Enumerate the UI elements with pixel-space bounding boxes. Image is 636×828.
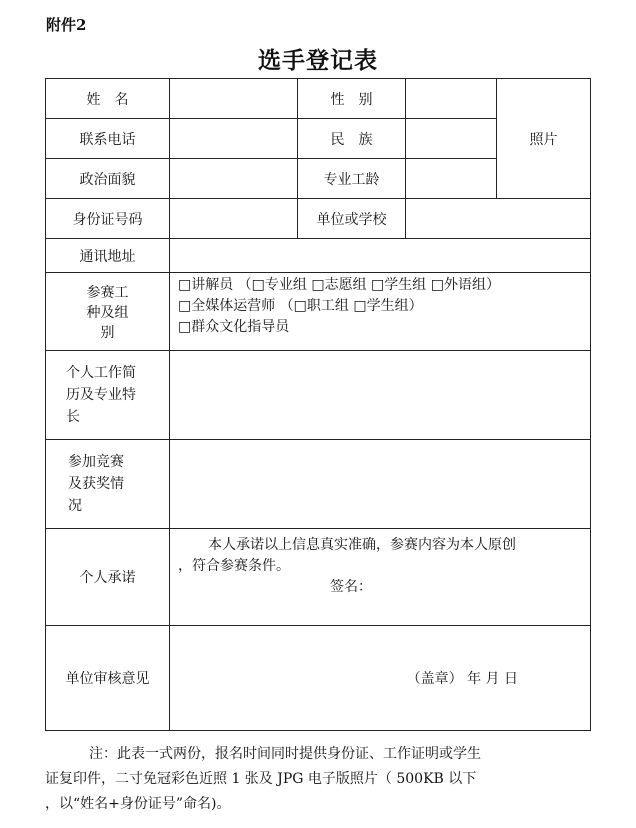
id-number-field[interactable]	[170, 199, 298, 239]
name-label: 姓 名	[46, 79, 170, 119]
address-field[interactable]	[170, 239, 591, 273]
photo-box[interactable]	[497, 79, 591, 199]
employer-label: 单位或学校	[298, 199, 406, 239]
category-options	[170, 273, 591, 351]
work-years-label: 专业工龄	[298, 159, 406, 199]
work-years-field[interactable]	[406, 159, 497, 199]
gender-field[interactable]	[406, 79, 497, 119]
category-option[interactable]: □群众文化指导员	[178, 319, 290, 335]
footnote-line: 证复印件，二寸免冠彩色近照 1 张及 JPG 电子版照片（ 500KB 以下	[45, 771, 477, 787]
photo-label: 照片	[529, 131, 558, 148]
resume-label	[46, 351, 170, 440]
awards-label	[46, 440, 170, 529]
name-field[interactable]	[170, 79, 298, 119]
ethnicity-label: 民 族	[298, 119, 406, 159]
resume-label-line: 历及专业特	[66, 387, 136, 403]
footnote-line: ，以“姓名+身份证号”命名)。	[45, 796, 231, 812]
promise-label: 个人承诺	[46, 529, 170, 626]
audit-stamp: （盖章） 年 月 日	[170, 626, 591, 731]
footnote	[45, 742, 590, 817]
registration-form	[45, 78, 591, 731]
ethnicity-field[interactable]	[406, 119, 497, 159]
promise-text: ，符合参赛条件。	[178, 558, 290, 574]
awards-label-line: 况	[68, 498, 82, 514]
awards-field[interactable]	[170, 440, 591, 529]
employer-field[interactable]	[406, 199, 591, 239]
category-label	[46, 273, 170, 351]
resume-field[interactable]	[170, 351, 591, 440]
promise-text: 本人承诺以上信息真实准确，参赛内容为本人原创	[208, 537, 516, 553]
id-number-label: 身份证号码	[46, 199, 170, 239]
political-status-field[interactable]	[170, 159, 298, 199]
category-option[interactable]: □讲解员 （□专业组 □志愿组 □学生组 □外语组）	[178, 277, 500, 293]
political-status-label: 政治面貌	[46, 159, 170, 199]
promise-content	[170, 529, 591, 626]
category-label-line: 参赛工	[86, 284, 129, 301]
footnote-line: 注：此表一式两份，报名时间同时提供身份证、工作证明或学生	[89, 746, 481, 762]
category-option[interactable]: □全媒体运营师 （□职工组 □学生组）	[178, 298, 423, 314]
awards-label-line: 参加竞赛	[68, 454, 124, 470]
signature-label: 签名：	[330, 579, 372, 595]
resume-label-line: 个人工作简	[66, 365, 136, 381]
category-label-line: 种及组	[86, 304, 129, 321]
resume-label-line: 长	[66, 409, 80, 425]
form-title: 选手登记表	[258, 47, 378, 74]
audit-label: 单位审核意见	[46, 626, 170, 731]
phone-label: 联系电话	[46, 119, 170, 159]
category-label-line: 别	[100, 324, 115, 341]
attachment-label: 附件2	[46, 16, 87, 34]
phone-field[interactable]	[170, 119, 298, 159]
awards-label-line: 及获奖情	[68, 476, 124, 492]
gender-label: 性 别	[298, 79, 406, 119]
address-label: 通讯地址	[46, 239, 170, 273]
